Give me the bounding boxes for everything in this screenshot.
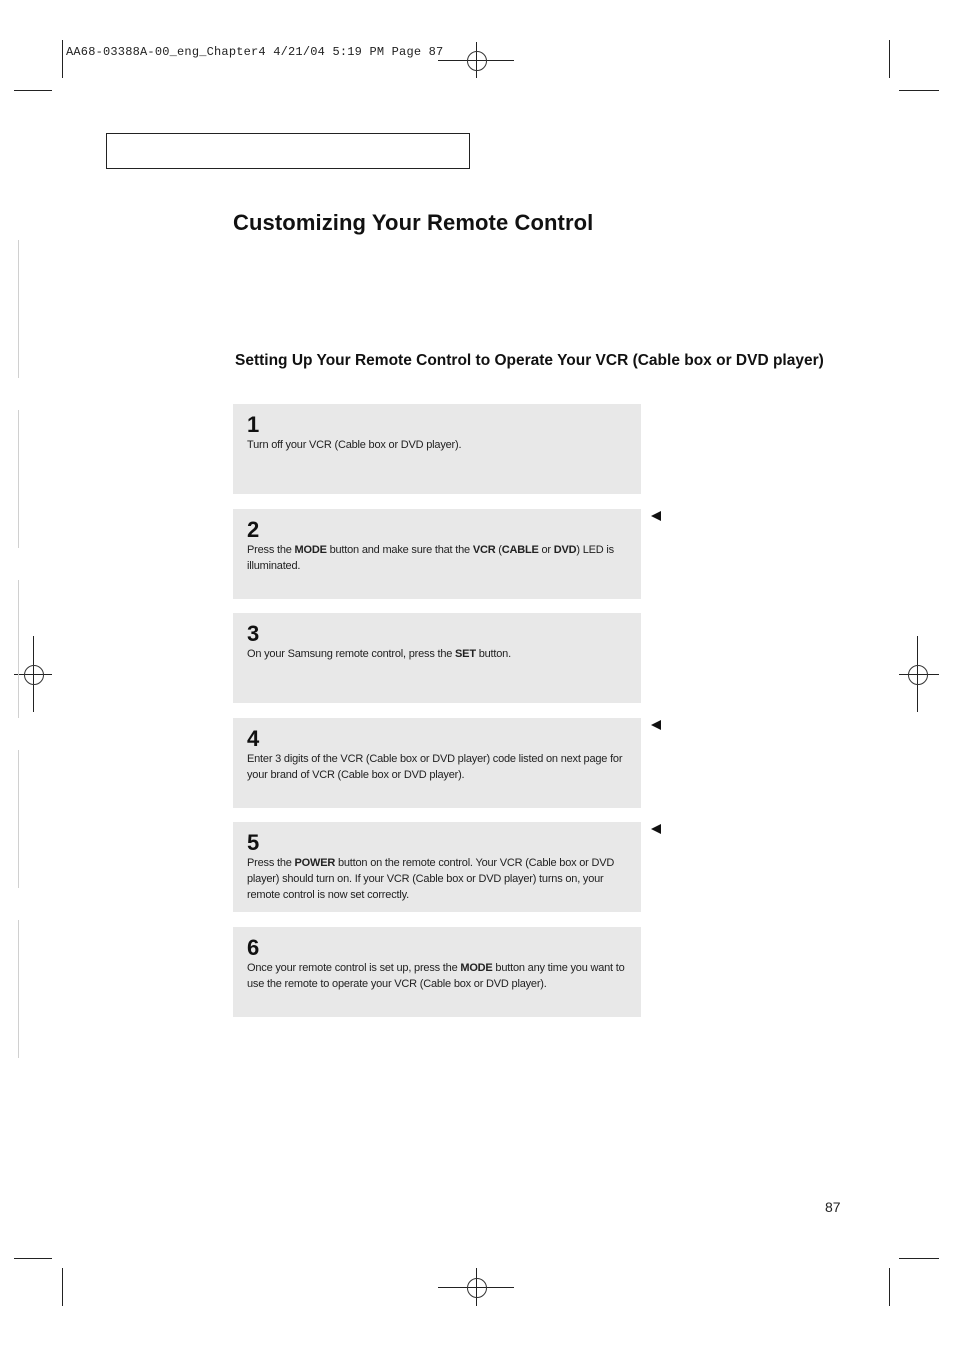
- section-heading: Setting Up Your Remote Control to Operate Your VCR (Cable box or DVD player): [235, 352, 824, 369]
- step-number: 3: [247, 621, 260, 646]
- step-instruction: Press the MODE button and make sure that the VCR (CABLE or DVD) LED is illuminated.: [247, 544, 614, 572]
- step-box-2: [233, 509, 641, 599]
- vcr-led-label: VCR: [472, 544, 496, 556]
- step-instruction: Press the POWER button on the remote control. Your VCR (Cable box or DVD player) should turn on. If your VCR (Cable box or DVD player) turns on, your remote control is now set correctly.: [247, 857, 615, 901]
- step-box-4: [233, 718, 641, 808]
- step-number: 2: [247, 517, 260, 542]
- set-button-label: SET: [455, 648, 476, 660]
- left-triangle-icon: [651, 720, 661, 730]
- dvd-led-label: DVD: [553, 544, 577, 556]
- step-instruction: Turn off your VCR (Cable box or DVD player).: [247, 439, 462, 451]
- step-instruction: Once your remote control is set up, press the MODE button any time you want to use the remote to operate your VCR (Cable box or DVD player).: [247, 962, 625, 990]
- chapter-tab-box: [106, 133, 470, 169]
- step-instruction: On your Samsung remote control, press the SET button.: [247, 648, 511, 660]
- step-instruction: Enter 3 digits of the VCR (Cable box or DVD player) code listed on next page for your brand of VCR (Cable box or DVD player).: [247, 753, 623, 781]
- step-number: 4: [247, 726, 260, 751]
- step-number: 1: [247, 412, 260, 437]
- step-number: 6: [247, 935, 260, 960]
- left-triangle-icon: [651, 511, 661, 521]
- cable-led-label: CABLE: [501, 544, 539, 556]
- step-box-3: [233, 613, 641, 703]
- step-box-6: [233, 927, 641, 1017]
- step-box-5: [233, 822, 641, 912]
- left-triangle-icon: [651, 824, 661, 834]
- print-slug: AA68-03388A-00_eng_Chapter4 4/21/04 5:19 PM Page 87: [66, 45, 444, 59]
- step-box-1: [233, 404, 641, 494]
- page-title: Customizing Your Remote Control: [233, 210, 594, 235]
- step-number: 5: [247, 830, 260, 855]
- mode-button-label: MODE: [460, 962, 493, 974]
- power-button-label: POWER: [294, 857, 336, 869]
- mode-button-label: MODE: [294, 544, 327, 556]
- page-number: 87: [825, 1199, 841, 1215]
